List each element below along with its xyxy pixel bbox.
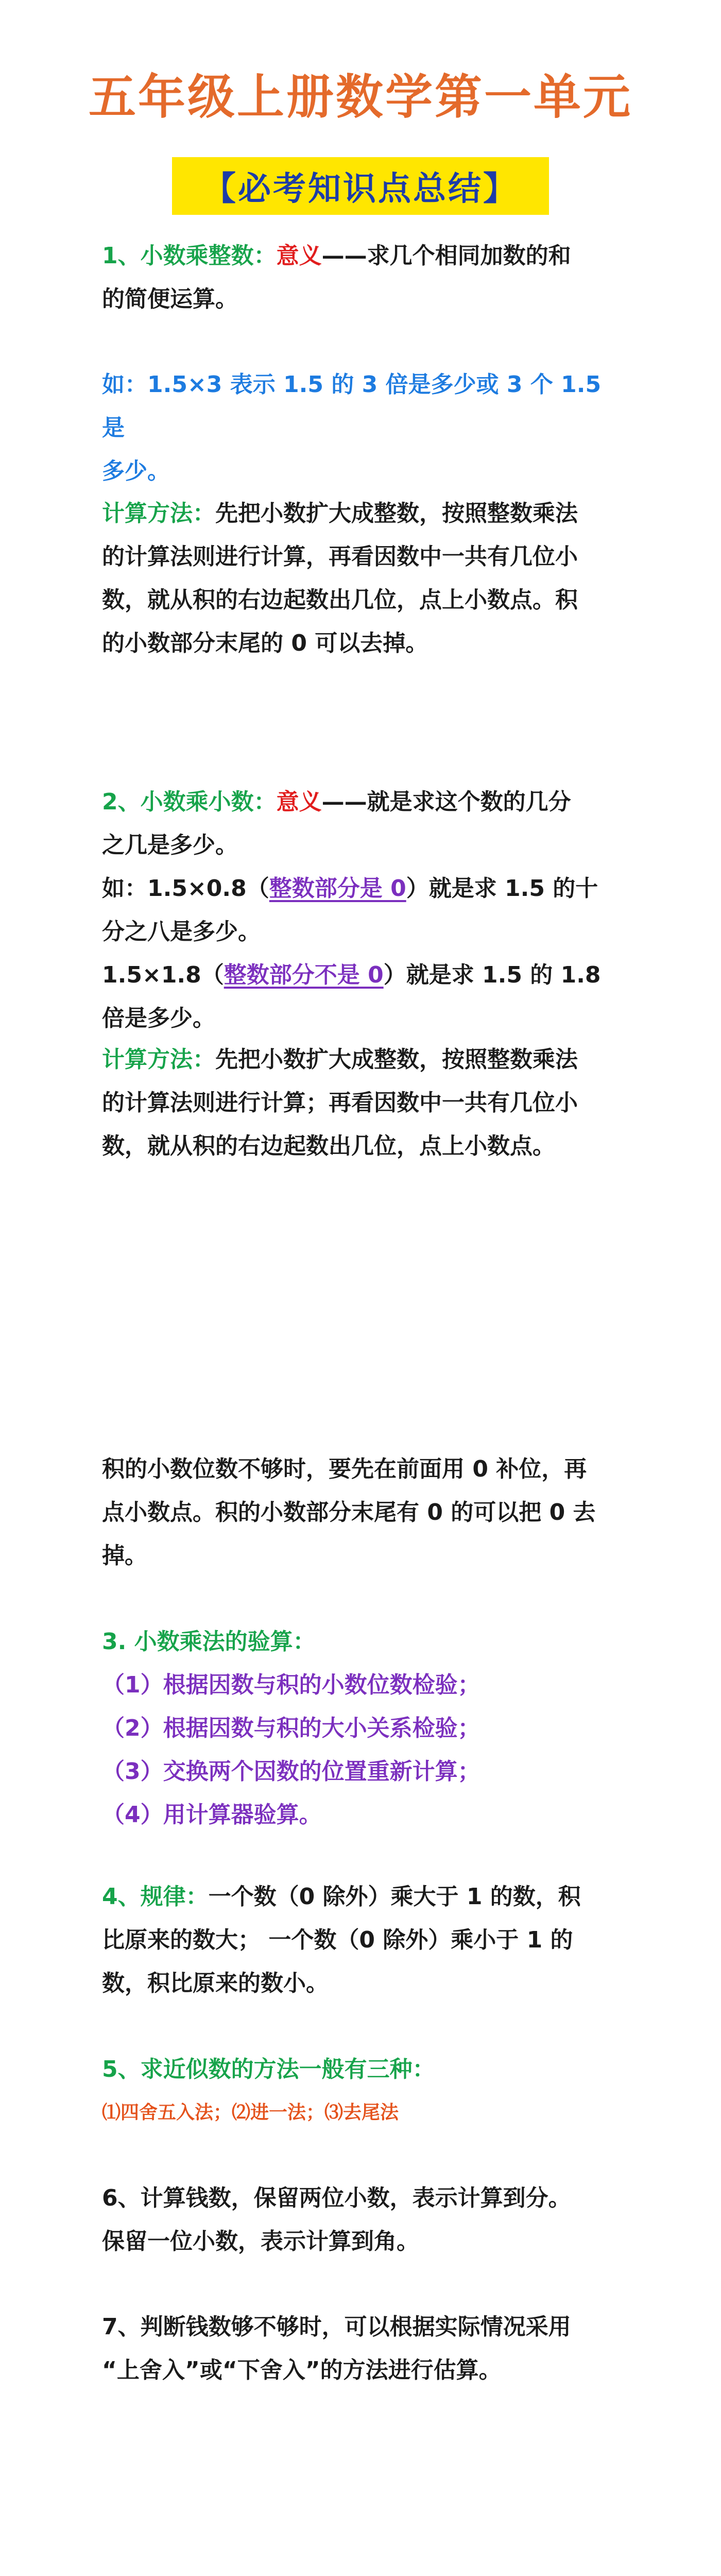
- section-2-highlight-1: 整数部分是 0: [269, 875, 406, 902]
- section-1-heading: 1、小数乘整数：: [102, 243, 277, 269]
- section-4-heading: 4、规律：: [102, 1884, 209, 1910]
- section-2-example-1b: ）就是求 1.5 的十: [406, 875, 598, 902]
- section-2-example-1c: 分之八是多少。: [102, 919, 261, 945]
- summary-banner: 【必考知识点总结】: [172, 157, 549, 215]
- banner-wrap: [0, 157, 721, 215]
- calc-method-1: [102, 492, 620, 665]
- section-1: [102, 234, 620, 321]
- calc-method-1-line-3: 数，就从积的右边起数出几位，点上小数点。积: [102, 587, 578, 613]
- calc-method-2-line-1: 先把小数扩大成整数，按照整数乘法: [215, 1046, 578, 1073]
- page-title: 五年级上册数学第一单元: [88, 70, 632, 125]
- section-4: [102, 1875, 620, 2005]
- calc-method-2-line-3: 数，就从积的右边起数出几位，点上小数点。: [102, 1133, 555, 1159]
- note-line-3: 掉。: [102, 1543, 147, 1569]
- section-2: [102, 781, 620, 1040]
- section-2-example-1a: 如：1.5×0.8（: [102, 875, 269, 902]
- section-2-example-2a: 1.5×1.8（: [102, 962, 224, 988]
- section-2-term: 意义: [276, 789, 322, 815]
- section-2-example-2c: 倍是多少。: [102, 1005, 215, 1031]
- section-5-methods: ⑴四舍五入法；⑵进一法；⑶去尾法: [102, 2102, 399, 2123]
- section-6: [102, 2177, 620, 2263]
- calc-method-2-line-2: 的计算法则进行计算；再看因数中一共有几位小: [102, 1090, 578, 1116]
- section-5-heading: 5、求近似数的方法一般有三种：: [102, 2056, 435, 2082]
- note-line-2: 点小数点。积的小数部分末尾有 0 的可以把 0 去: [102, 1499, 596, 1526]
- example-1: [102, 363, 620, 493]
- section-3-heading: 3. 小数乘法的验算：: [102, 1629, 316, 1655]
- section-1-def-1: ——求几个相同加数的和: [321, 243, 571, 269]
- calc-method-2: [102, 1038, 620, 1168]
- note-line-1: 积的小数位数不够时，要先在前面用 0 补位，再: [102, 1456, 587, 1482]
- section-4-line-2: 比原来的数大； 一个数（0 除外）乘小于 1 的: [102, 1927, 573, 1953]
- section-7: [102, 2306, 620, 2392]
- section-2-def-1: ——就是求这个数的几分: [321, 789, 571, 815]
- section-3-item-1: （1）根据因数与积的小数位数检验；: [102, 1672, 480, 1698]
- section-2-def-2: 之几是多少。: [102, 832, 238, 858]
- section-2-heading: 2、小数乘小数：: [102, 789, 277, 815]
- section-7-line-2: “上舍入”或“下舍入”的方法进行估算。: [102, 2357, 502, 2383]
- section-3: [102, 1620, 620, 1837]
- calc-method-1-line-1: 先把小数扩大成整数，按照整数乘法: [215, 500, 578, 527]
- section-1-term: 意义: [276, 243, 322, 269]
- section-5: [102, 2048, 620, 2134]
- section-3-item-4: （4）用计算器验算。: [102, 1802, 322, 1828]
- section-6-line-2: 保留一位小数，表示计算到角。: [102, 2228, 419, 2255]
- section-6-line-1: 6、计算钱数，保留两位小数，表示计算到分。: [102, 2185, 571, 2211]
- section-2-example-2b: ）就是求 1.5 的 1.8: [383, 962, 601, 988]
- calc-method-1-line-4: 的小数部分末尾的 0 可以去掉。: [102, 630, 428, 656]
- section-3-item-3: （3）交换两个因数的位置重新计算；: [102, 1758, 480, 1785]
- section-3-item-2: （2）根据因数与积的大小关系检验；: [102, 1715, 480, 1741]
- section-4-line-3: 数，积比原来的数小。: [102, 1970, 329, 1996]
- zero-padding-note: [102, 1448, 620, 1578]
- calc-method-1-label: 计算方法：: [102, 500, 215, 527]
- section-4-line-1: 一个数（0 除外）乘大于 1 的数，积: [208, 1884, 581, 1910]
- section-1-def-2: 的简便运算。: [102, 286, 238, 312]
- calc-method-2-label: 计算方法：: [102, 1046, 215, 1073]
- calc-method-1-line-2: 的计算法则进行计算，再看因数中一共有几位小: [102, 544, 578, 570]
- section-7-line-1: 7、判断钱数够不够时，可以根据实际情况采用: [102, 2314, 571, 2340]
- example-1-line-2: 多少。: [102, 458, 170, 484]
- example-1-line-1: 如：1.5×3 表示 1.5 的 3 倍是多少或 3 个 1.5 是: [102, 371, 602, 441]
- section-2-highlight-2: 整数部分不是 0: [224, 962, 384, 988]
